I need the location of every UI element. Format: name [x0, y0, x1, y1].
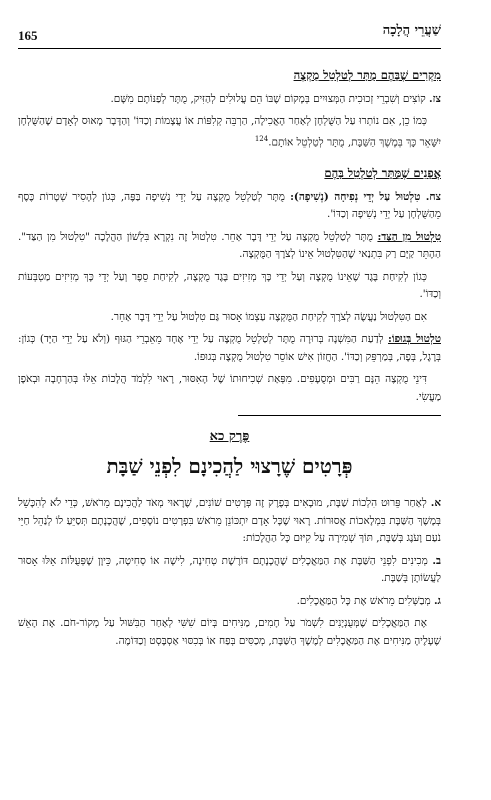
paragraph-body-move	[18, 331, 441, 366]
paragraph-c	[18, 593, 441, 611]
paragraph-text: קוֹצִים וְשִׁבְרֵי זְכוּכִית הַמְּצוּיִים בְּמָקוֹם שֶׁבּוֹ הֵם עֲלוּלִים לְהַזִּיק, מֻתָּר לְפַנּוֹתָם מִשָּׁם.	[110, 92, 426, 105]
section-divider	[238, 415, 441, 416]
paragraph-number: א.	[430, 497, 441, 510]
paragraph-text: אֶת הַמַּאֲכָלִים שֶׁמְּעֻנְיָנִים לִשְׁמֹר עַל חָמִים, מַנִּיחִים בְּיוֹם שִׁשִּׁי לְאַחַר הַבִּשּׁוּל עַל מְקוֹר-חֹם. אֶת הָאֵשׁ שֶׁעָלֶיהָ מַנִּיחִים אֶת הַמַּאֲכָלִים לְמֶשֶׁךְ הַשַּׁבָּת, מְכַסִּים בְּפַח אוֹ בְּכִסּוּי אַסְבֶּסְט וְכַדּוֹמֶה.	[18, 617, 441, 647]
paragraph-text: לְאַחַר פֵּרוּט הִלְכוֹת שַׁבָּת, מוּבָאִים בְּפֶרֶק זֶה פְּרָטִים שׁוֹנִים, שֶׁרָאוּי מְאֹד לַהֲכִינָם מֵרֹאשׁ, כְּדֵי לֹא לְהִכָּשֵׁל בְּמֶשֶׁךְ הַשַּׁבָּת בִּמְלָאכוֹת אֲסוּרוֹת. רָאוּי שֶׁכָּל אָדָם יִתְכּוֹנֵן מֵרֹאשׁ בִּפְרָטִים נוֹסָפִים, שֶׁהֲכָנָתָם תְּסַיֵּעַ לוֹ לְנַהֵל חַיֵּי נֹעַם וָעֹנֶג בְּשַׁבָּת, תּוֹךְ שְׁמִירָה עַל קִיּוּם כָּל הַהֲלָכוֹת:	[18, 497, 441, 545]
term-label: טִלְטוּל בְּגוּפוֹ:	[388, 333, 441, 346]
paragraph-heat-source	[18, 615, 441, 650]
header-rule	[18, 48, 441, 49]
paragraph-text: מֻתָּר לְטַלְטֵל מֻקְצֶה עַל יְדֵי נְשִׁיפָה בַּפֶּה, כְּגוֹן לְהָסִיר שְׁטָרוֹת כֶּסֶף מֵהַשֻּׁלְחָן עַל יְדֵי נְשִׁיפָה וְכַדּוֹ'.	[18, 190, 441, 221]
paragraph-text: מְכִינִים לִפְנֵי הַשַּׁבָּת אֶת הַמַּאֲכָלִים שֶׁהֲכָנָתָם דּוֹרֶשֶׁת טְחִינָה, לִישָׁה אוֹ סְחִיטָה, כֵּיוָן שֶׁפְּעֻלּוֹת אֵלּוּ אָסוּר לַעֲשׂוֹתָן בְּשַׁבָּת.	[18, 554, 441, 585]
section-heading-permitted-cases: מִקְרִים שֶׁבָּהֶם מֻתָּר לְטַלְטֵל מֻקְצֶה	[293, 68, 441, 82]
paragraph-lead: צח. טִלְטוּל עַל יְדֵי נְפִיחָה (נְשִׁיפָה):	[290, 190, 441, 203]
paragraph-number: ב.	[432, 554, 441, 567]
paragraph-98	[18, 189, 441, 224]
paragraph-number: ג.	[433, 594, 441, 607]
page-content	[18, 55, 441, 790]
paragraph-text: מֻתָּר לְטַלְטֵל מֻקְצֶה עַל יְדֵי דָּבָר אַחֵר. טִלְטוּל זֶה נִקְרָא בִּלְשׁוֹן הַהֲלָכָה "טִלְטוּל מִן הַצַּד". הַהֶתֵּר קַיָּם רַק בִּתְנַאי שֶׁהַטִּלְטוּל אֵינוֹ לְצֹרֶךְ הַמֻּקְצֶה.	[18, 230, 441, 261]
paragraph-text: כְּגוֹן לְקִיחַת בֶּגֶד שֶׁאֵינוֹ מֻקְצֶה וְעַל יְדֵי כָּךְ מְזִיזִים בֶּגֶד מֻקְצֶה, לְקִיחַת סֵפֶר וְעַל יְדֵי כָּךְ מְזִיזִים מַטְבְּעוֹת וְכַדּוֹ'.	[18, 270, 441, 301]
paragraph-b	[18, 553, 441, 588]
chapter-title: פְּרָטִים שֶׁרָצוּי לַהֲכִינָם לִפְנֵי שַׁבָּת	[106, 453, 353, 478]
paragraph-text: לְדַעַת הַמִּשְׁנָה בְּרוּרָה מֻתָּר לְטַלְטֵל מֻקְצֶה עַל יְדֵי אֶחָד מֵאֵבְרֵי הַגּוּף (וְלֹא עַל יְדֵי הַיָּד) כְּגוֹן: בְּרֶגֶל, בְּפֶה, בְּמַרְפֵּק וְכַדּוֹ'. הַחֲזוֹן אִישׁ אוֹסֵר טִלְטוּל מֻקְצֶה בְּגוּפוֹ.	[18, 333, 441, 363]
paragraph-example	[18, 269, 441, 304]
paragraph-indirect-move	[18, 229, 441, 264]
section-heading-methods: אֳפָנִים שֶׁמֻּתָּר לְטַלְטֵל בָּהֶם	[324, 166, 441, 181]
running-title: שַׁעֲרֵי הֲלָכָה	[382, 23, 441, 38]
paragraph-text: מְבַשְּׁלִים מֵרֹאשׁ אֶת כָּל הַמַּאֲכָלִים.	[296, 594, 431, 607]
paragraph-leftovers	[18, 113, 441, 151]
paragraph-a	[18, 495, 441, 548]
paragraph-closing	[18, 371, 441, 406]
paragraph-text: כְּמוֹ כֵן, אִם נוֹתְרוּ עַל הַשֻּׁלְחָן לְאַחַר הָאֲכִילָה, הַרְבֵּה קְלִפּוֹת אוֹ עֲצָמוֹת וְכַדּוֹ' וְהַדָּבָר מָאוּס לְאָדָם שֶׁהַשֻּׁלְחָן יִשָּׁאֵר כָּךְ בְּמֶשֶׁךְ הַשַּׁבָּת, מֻתָּר לְטַלְטֵל אוֹתָם.	[18, 115, 441, 148]
chapter-label: פֶּרֶק כא	[209, 429, 250, 445]
paragraph-number: צז.	[429, 92, 441, 105]
footnote-marker: 124	[254, 134, 269, 143]
paragraph-text: דִּינֵי מֻקְצֶה הֵנָּם רַבִּים וּמְסֻעָפִים. מִפְּאַת שְׁכִיחוּתוֹ שֶׁל הָאִסּוּר, רָאוּי לִלְמֹד הֲלָכוֹת אֵלּוּ בְּהַרְחָבָה וּבְאֹפֶן מַעֲשִׂי.	[18, 373, 441, 403]
paragraph-97	[18, 91, 441, 109]
term-label: טִלְטוּל מִן הַצַּד:	[377, 230, 441, 243]
paragraph-condition	[18, 309, 441, 327]
paragraph-text: אִם הַטִּלְטוּל נַעֲשֶׂה לְצֹרֶךְ לְקִיחַת הַמֻּקְצֶה עַצְמוֹ אָסוּר גַּם טִלְטוּל עַל יְדֵי דָּבָר אַחֵר.	[110, 310, 427, 323]
page-number: 165	[18, 28, 38, 43]
